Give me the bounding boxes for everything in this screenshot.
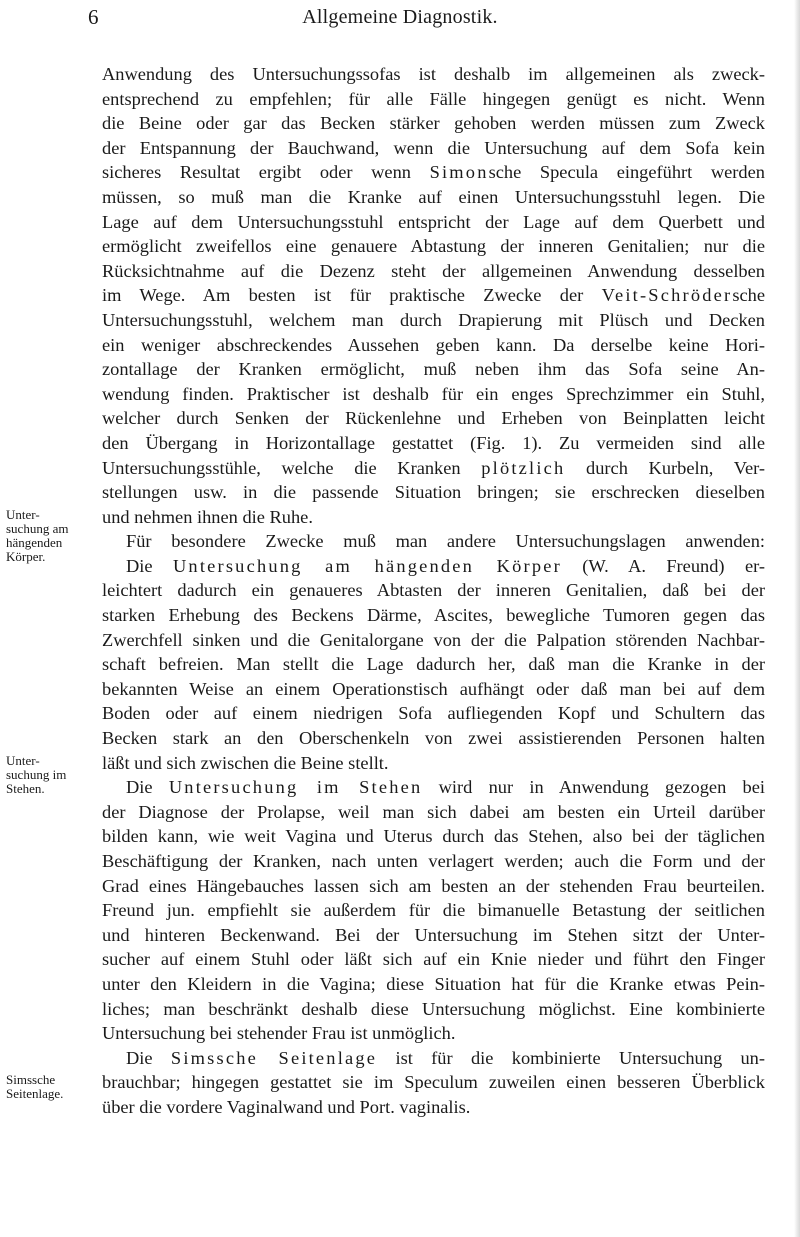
margin-note-haengender-koerper <box>6 508 98 564</box>
text-line: der Entspannung der Bauchwand, wenn die Untersuchung auf dem Sofa kein <box>102 137 765 158</box>
page-edge <box>794 0 800 1237</box>
spaced-emphasis: Untersuchung am hängenden Körper <box>172 555 562 576</box>
text-line: im Wege. Am besten ist für praktische Zwecke der Veit-Schrödersche <box>102 285 765 306</box>
spaced-emphasis: Untersuchung im Stehen <box>168 777 423 798</box>
text-line: wendung finden. Praktischer ist deshalb für ein enges Sprechzimmer ein Stuhl, <box>102 383 765 404</box>
text-line: die Beine oder gar das Becken stärker gehoben werden müssen zum Zweck <box>102 113 765 134</box>
text-line: Beschäftigung der Kranken, nach unten verlagert werden; auch die Form und der <box>102 851 765 871</box>
margin-note-stehen <box>6 754 98 796</box>
margin-note-line: Körper. <box>6 549 46 564</box>
text-line: sucher auf einem Stuhl oder läßt sich auf ein Knie nieder und führt den Finger <box>102 949 765 970</box>
spaced-author-name: Veit-Schröder <box>601 285 733 306</box>
text-line: über die vordere Vaginalwand und Port. vaginalis. <box>102 1096 471 1117</box>
text-line: Untersuchung bei stehender Frau ist unmöglich. <box>102 1023 456 1044</box>
text-line: Untersuchungsstühle, welche die Kranken plötzlich durch Kurbeln, Ver- <box>102 457 765 478</box>
text-line: leichtert dadurch ein genaueres Abtasten der inneren Genitalien, daß bei der <box>102 580 765 601</box>
text-line: Rücksichtnahme auf die Dezenz steht der allgemeinen Anwendung desselben <box>102 260 765 281</box>
text-line: der Diagnose der Prolapse, weil man sich dabei am besten ein Urteil darüber <box>102 801 765 822</box>
text-line: und hinteren Beckenwand. Bei der Untersuchung im Stehen sitzt der Unter- <box>102 924 765 945</box>
margin-note-line: Simssche <box>6 1072 56 1087</box>
page-number: 6 <box>88 5 99 29</box>
text-line: entsprechend zu empfehlen; für alle Fälle hingegen genügt es nicht. Wenn <box>102 88 765 109</box>
margin-note-line: Unter- <box>6 753 40 768</box>
text-line: brauchbar; hingegen gestattet sie im Speculum zuweilen einen besseren Überblick <box>102 1072 765 1093</box>
spaced-emphasis: Simssche Seitenlage <box>170 1047 378 1068</box>
text-line: ermöglicht zweifellos eine genauere Abtastung der inneren Genitalien; nur die <box>102 236 765 257</box>
text-line: Lage auf dem Untersuchungsstuhl entspricht der Lage auf dem Querbett und <box>102 211 765 232</box>
page-header <box>0 0 800 42</box>
text-line: stellungen usw. in die passende Situation bringen; sie erschrecken dieselben <box>102 482 765 503</box>
text-line: bekannten Weise an einem Operationstisch aufhängt oder daß man bei auf dem <box>102 678 765 699</box>
text-line: Grad eines Hängebauches lassen sich am besten an der stehenden Frau beurteilen. <box>102 875 765 896</box>
margin-note-line: suchung am <box>6 521 69 536</box>
margin-note-line: Stehen. <box>6 781 45 796</box>
text-line: bilden kann, wie weit Vagina und Uterus durch das Stehen, also bei der täglichen <box>102 826 765 847</box>
text-line: Freund jun. empfiehlt sie außerdem für die bimanuelle Betastung der seitlichen <box>102 900 765 921</box>
text-line: Für besondere Zwecke muß man andere Untersuchungslagen anwenden: <box>126 531 765 552</box>
text-line: Anwendung des Untersuchungssofas ist deshalb im allgemeinen als zweck- <box>102 64 765 84</box>
running-head: Allgemeine Diagnostik. <box>302 6 498 28</box>
margin-note-seitenlage <box>6 1073 98 1101</box>
margin-note-line: Seitenlage. <box>6 1086 64 1101</box>
text-line: den Übergang in Horizontallage gestattet (Fig. 1). Zu vermeiden sind alle <box>102 432 765 453</box>
text-line: zontallage der Kranken ermöglicht, muß neben ihm das Sofa seine An- <box>102 359 765 380</box>
spaced-emphasis: plötzlich <box>481 457 566 478</box>
text-line: welcher durch Senken der Rückenlehne und Erheben von Beinplatten leicht <box>102 408 765 429</box>
text-line: Die Untersuchung im Stehen wird nur in Anwendung gezogen bei <box>126 777 766 798</box>
text-line: und nehmen ihnen die Ruhe. <box>102 506 313 527</box>
text-line: läßt und sich zwischen die Beine stellt. <box>102 752 389 773</box>
margin-note-line: Unter- <box>6 507 40 522</box>
text-line: müssen, so muß man die Kranke auf einen Untersuchungsstuhl legen. Die <box>102 186 765 207</box>
text-line: ein weniger abschreckendes Aussehen geben kann. Da derselbe keine Hori- <box>102 334 765 355</box>
body-text <box>102 62 765 1120</box>
text-line: liches; man beschränkt deshalb diese Untersuchung möglichst. Eine kombinierte <box>102 998 765 1019</box>
text-line: Untersuchungsstuhl, welchem man durch Drapierung mit Plüsch und Decken <box>102 309 765 330</box>
text-line: unter den Kleidern in die Vagina; diese Situation hat für die Kranke etwas Pein- <box>102 973 765 994</box>
text-line: sicheres Resultat ergibt oder wenn Simonsche Specula eingeführt werden <box>102 162 765 183</box>
text-line: starken Erhebung des Beckens Därme, Ascites, bewegliche Tumoren gegen das <box>102 605 765 626</box>
text-line: Zwerchfell sinken und die Genitalorgane von der die Palpation störenden Nachbar- <box>102 629 765 650</box>
margin-note-line: hängenden <box>6 535 63 550</box>
spaced-author-name: Simon <box>429 162 489 183</box>
margin-note-line: suchung im <box>6 767 67 782</box>
text-line: Becken stark an den Oberschenkeln von zwei assistierenden Personen halten <box>102 728 765 749</box>
text-line: Die Untersuchung am hängenden Körper (W. A. Freund) er- <box>126 555 765 576</box>
text-line: schaft befreien. Man stellt die Lage dadurch her, daß man die Kranke in der <box>102 654 765 675</box>
text-line: Die Simssche Seitenlage ist für die kombinierte Untersuchung un- <box>126 1047 765 1068</box>
text-line: Boden oder auf einem niedrigen Sofa aufliegenden Kopf und Schultern das <box>102 703 765 724</box>
